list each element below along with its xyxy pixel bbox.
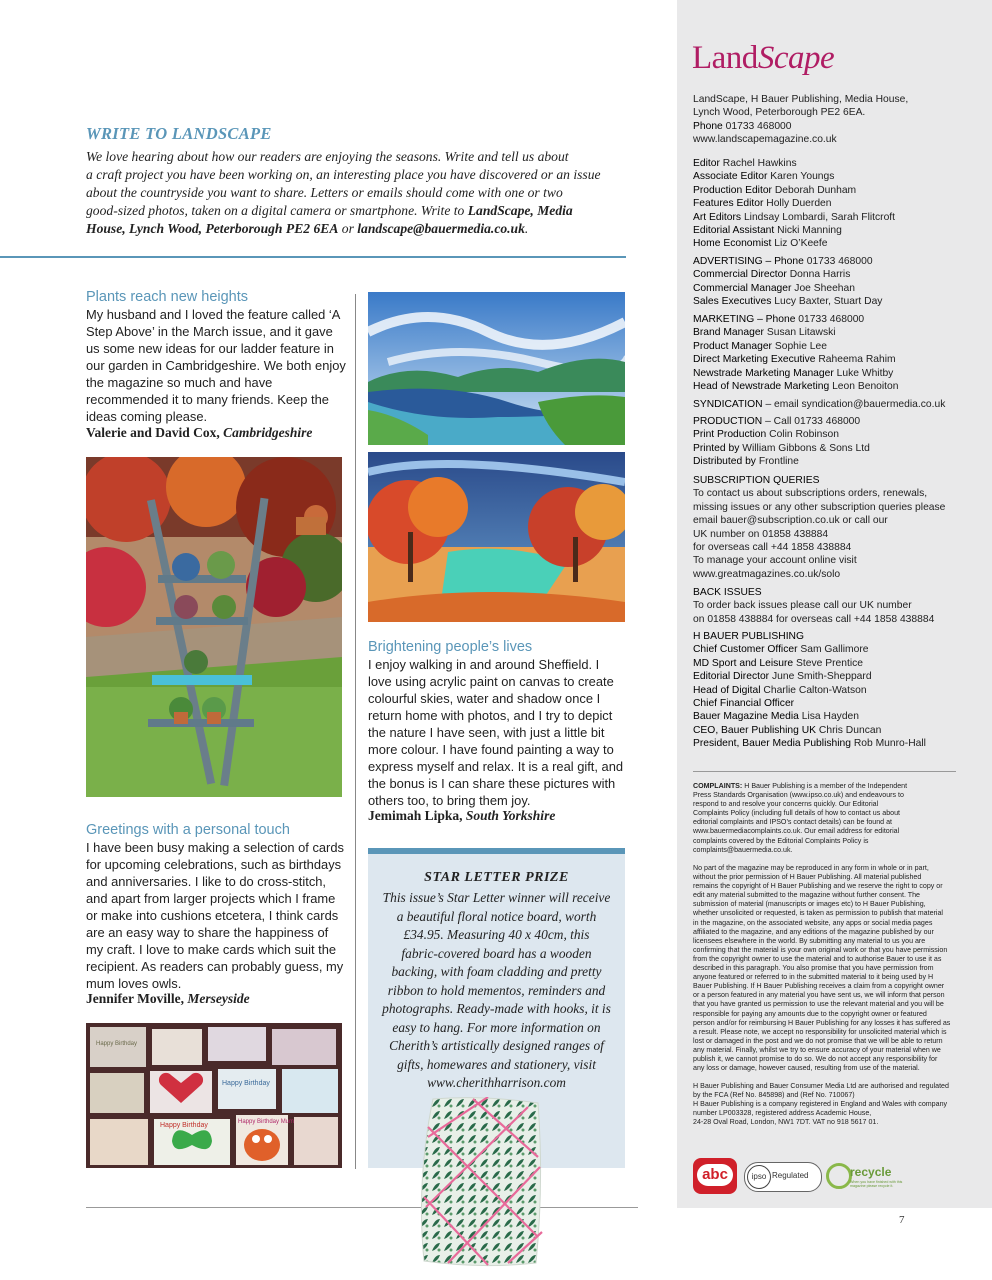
- intro-line: House, Lynch Wood, Peterborough PE2 6EA or landscape@bauermedia.co.uk.: [86, 221, 529, 236]
- masthead-subscription: SUBSCRIPTION QUERIES To contact us about subscriptions orders, renewals, missing issues or any other subscription queries please email bauer@subscription.co.uk or call our UK number on 01858 438884 for overseas call +44 1858 438884 To manage your account online visit www.greatmagazines.co.uk/solo: [693, 475, 946, 580]
- lake-painting-photo: [368, 292, 625, 445]
- bottom-divider: [86, 1207, 638, 1208]
- divider: [0, 256, 626, 258]
- letter-signature: Jemimah Lipka, South Yorkshire: [368, 808, 556, 823]
- intro-line: a craft project you have been working on, an interesting place you have discovered or an issue: [86, 167, 601, 182]
- masthead-divider: [693, 771, 956, 772]
- masthead-marketing: MARKETING – Phone 01733 468000 Brand Manager Susan Litawski Product Manager Sophie Lee Direct Marketing Executive Raheema Rahim Newstrade Marketing Manager Luke Whitby Head of Newstrade Marketing Leon Benoiton: [693, 314, 899, 393]
- intro-line: We love hearing about how our readers are enjoying the seasons. Write and tell us about: [86, 149, 569, 164]
- cross-stitch-cards-photo: [86, 1023, 342, 1168]
- letter-body: I enjoy walking in and around Sheffield. I love using acrylic paint on canvas to create colourful skies, water and shadow once I return home with photos, and I try to depict the nature I have seen, with just a little bit more colour. I have found painting a way to express myself and relax. It is a real gift, and the bonus is I can share these pictures with others too, to bring them joy.: [368, 657, 624, 808]
- masthead-bauer: H BAUER PUBLISHING Chief Customer Officer Sam Gallimore MD Sport and Leisure Steve Prentice Editorial Director June Smith-Sheppard Head of Digital Charlie Calton-Watson Chief Financial Officer Bauer Magazine Media Lisa Hayden CEO, Bauer Publishing UK Chris Duncan President, Bauer Media Publishing Rob Munro-Hall: [693, 631, 926, 750]
- write-to-landscape-title: WRITE TO LANDSCAPE: [86, 124, 272, 143]
- column-divider: [355, 294, 356, 1169]
- masthead-syndication: SYNDICATION – email syndication@bauermedia.co.uk: [693, 399, 946, 410]
- intro-paragraph: [86, 148, 626, 238]
- notice-board-photo: [418, 1097, 543, 1267]
- masthead-production: PRODUCTION – Call 01733 468000 Print Production Colin Robinson Printed by William Gibbons & Sons Ltd Distributed by Frontline: [693, 416, 870, 468]
- letter-body: I have been busy making a selection of cards for upcoming celebrations, such as birthdays and anniversaries. I like to do cross-stitch, and apart from larger projects which I frame or make into cushions etcetera, I think cards are an easy way to share the happiness of my craft. I love to make cards which suit the recipient. As readers can probably guess, my mum loves owls.: [86, 840, 344, 991]
- masthead-address: LandScape, H Bauer Publishing, Media House, Lynch Wood, Peterborough PE2 6EA. Phone 01733 468000 www.landscapemagazine.co.uk: [693, 93, 958, 147]
- letter-heading: Plants reach new heights: [86, 289, 249, 305]
- letter-signature: Valerie and David Cox, Cambridgeshire: [86, 425, 313, 440]
- masthead-advertising: ADVERTISING – Phone 01733 468000 Commercial Director Donna Harris Commercial Manager Joe Sheehan Sales Executives Lucy Baxter, Stuart Day: [693, 256, 883, 308]
- complaints-text: COMPLAINTS: H Bauer Publishing is a member of the Independent Press Standards Organisation (www.ipso.co.uk) and endeavours to respond to and resolve your concerns quickly. Our Editorial Complaints Policy (including full details of how to contact us about editorial complaints and IPSO’s contact details) can be found at www.bauermediacomplaints.co.uk. Our email address for editorial complaints covered by the Editorial Complaints Policy is complaints@bauermedia.co.uk.: [693, 782, 908, 854]
- star-letter-text: This issue’s Star Letter winner will receive a beautiful floral notice board, worth £34.95. Measuring 40 x 40cm, this fabric-covered board has a wooden backing, with foam cladding and pretty ribbon to hold mementos, reminders and photographs. Ready-made with hooks, it is easy to hang. For more information on Cherith’s artistically designed ranges of gifts, homewares and stationery, visit www.cherithharrison.com: [378, 889, 615, 1093]
- letter-heading: Brightening people’s lives: [368, 639, 533, 655]
- legal-text: No part of the magazine may be reproduced in any form in whole or in part, without the prior permission of H Bauer Publishing. All material published remains the copyright of H Bauer Publishing and we reserve the right to copy or edit any material submitted to the magazine without further consent. The submission of material (manuscripts or images etc) to H Bauer Publishing, whether unsolicited or requested, is taken as permission to publish that material in the magazine, on the associated website, any apps or social media pages affiliated to the magazine, and any editions of the magazine published by our licensees elsewhere in the world. By submitting any material to us you are confirming that the material is your own original work or that you have permission from the copyright owner to use the material and to authorise Bauer to use it as described in this paragraph. You also promise that you have permission from anyone featured or referred to in the submitted material to it being used by H Bauer Publishing. If H Bauer Publishing receives a claim from a copyright owner or a person featured in any material you have sent us, we will inform that person that you have granted us permission to use the relevant material and you will be responsible for paying any amounts due to the copyright owner or featured person and/or for reimbursing H Bauer Publishing for any losses it has suffered as a result. Please note, we accept no responsibility for unsolicited material which is lost or damaged in the post and we do not promise that we will be able to return any material. Finally, whilst we try to ensure accuracy of your material when we publish it, we cannot promise to do so. We do not accept any responsibility for any loss or damage, however caused, resulting from use of the material.: [693, 864, 951, 1073]
- recycle-logo: recycle When you have finished with this magazine please recycle it.: [826, 1163, 918, 1193]
- page-number: 7: [899, 1214, 905, 1226]
- email-link[interactable]: landscape@bauermedia.co.uk: [357, 221, 525, 236]
- letter-body: My husband and I loved the feature called ‘A Step Above’ in the March issue, and it gave us some new ideas for our ladder feature in our garden in Cambridgeshire. We both enjoy the magazine so much and have recommended it to many friends. Keep the ideas coming please.: [86, 307, 346, 424]
- star-letter-title: STAR LETTER PRIZE: [424, 870, 569, 885]
- landscape-logo: LandScape: [692, 40, 835, 76]
- star-letter-bar: [368, 848, 625, 854]
- card-text: Happy Birthday Mum: [238, 1119, 295, 1125]
- letter-signature: Jennifer Moville, Merseyside: [86, 991, 250, 1006]
- abc-logo: abc: [693, 1158, 737, 1194]
- letter-heading: Greetings with a personal touch: [86, 822, 290, 838]
- intro-line: about the countryside you want to share. Letters or emails should come with one or two: [86, 185, 563, 200]
- masthead-back-issues: BACK ISSUES To order back issues please call our UK number on 01858 438884 for overseas call +44 1858 438884: [693, 587, 935, 625]
- masthead-editorial: Editor Rachel Hawkins Associate Editor Karen Youngs Production Editor Deborah Dunham Features Editor Holly Duerden Art Editors Lindsay Lombardi, Sarah Flitcroft Editorial Assistant Nicki Manning Home Economist Liz O’Keefe: [693, 158, 896, 250]
- ipso-regulated-logo: ipso Regulated: [744, 1162, 822, 1192]
- recycle-icon: [826, 1163, 852, 1189]
- fca-text: H Bauer Publishing and Bauer Consumer Media Ltd are authorised and regulated by the FCA (Ref No. 845898) and (Ref No. 710067) H Bauer Publishing is a company registered in England and Wales with company number LP003328, registered address Academic House, 24-28 Oval Road, London, NW1 7DT. VAT no 918 5617 01.: [693, 1082, 949, 1127]
- website-link[interactable]: www.cherithharrison.com: [427, 1075, 566, 1090]
- website-link[interactable]: www.landscapemagazine.co.uk: [693, 134, 837, 146]
- autumn-painting-photo: [368, 452, 625, 622]
- card-text: Happy Birthday: [160, 1122, 208, 1129]
- ladder-garden-photo: [86, 457, 342, 797]
- card-text: Happy Birthday: [96, 1041, 138, 1047]
- intro-line: good-sized photos, taken on a digital camera or smartphone. Write to LandScape, Media: [86, 203, 573, 218]
- card-text: Happy Birthday: [222, 1080, 270, 1087]
